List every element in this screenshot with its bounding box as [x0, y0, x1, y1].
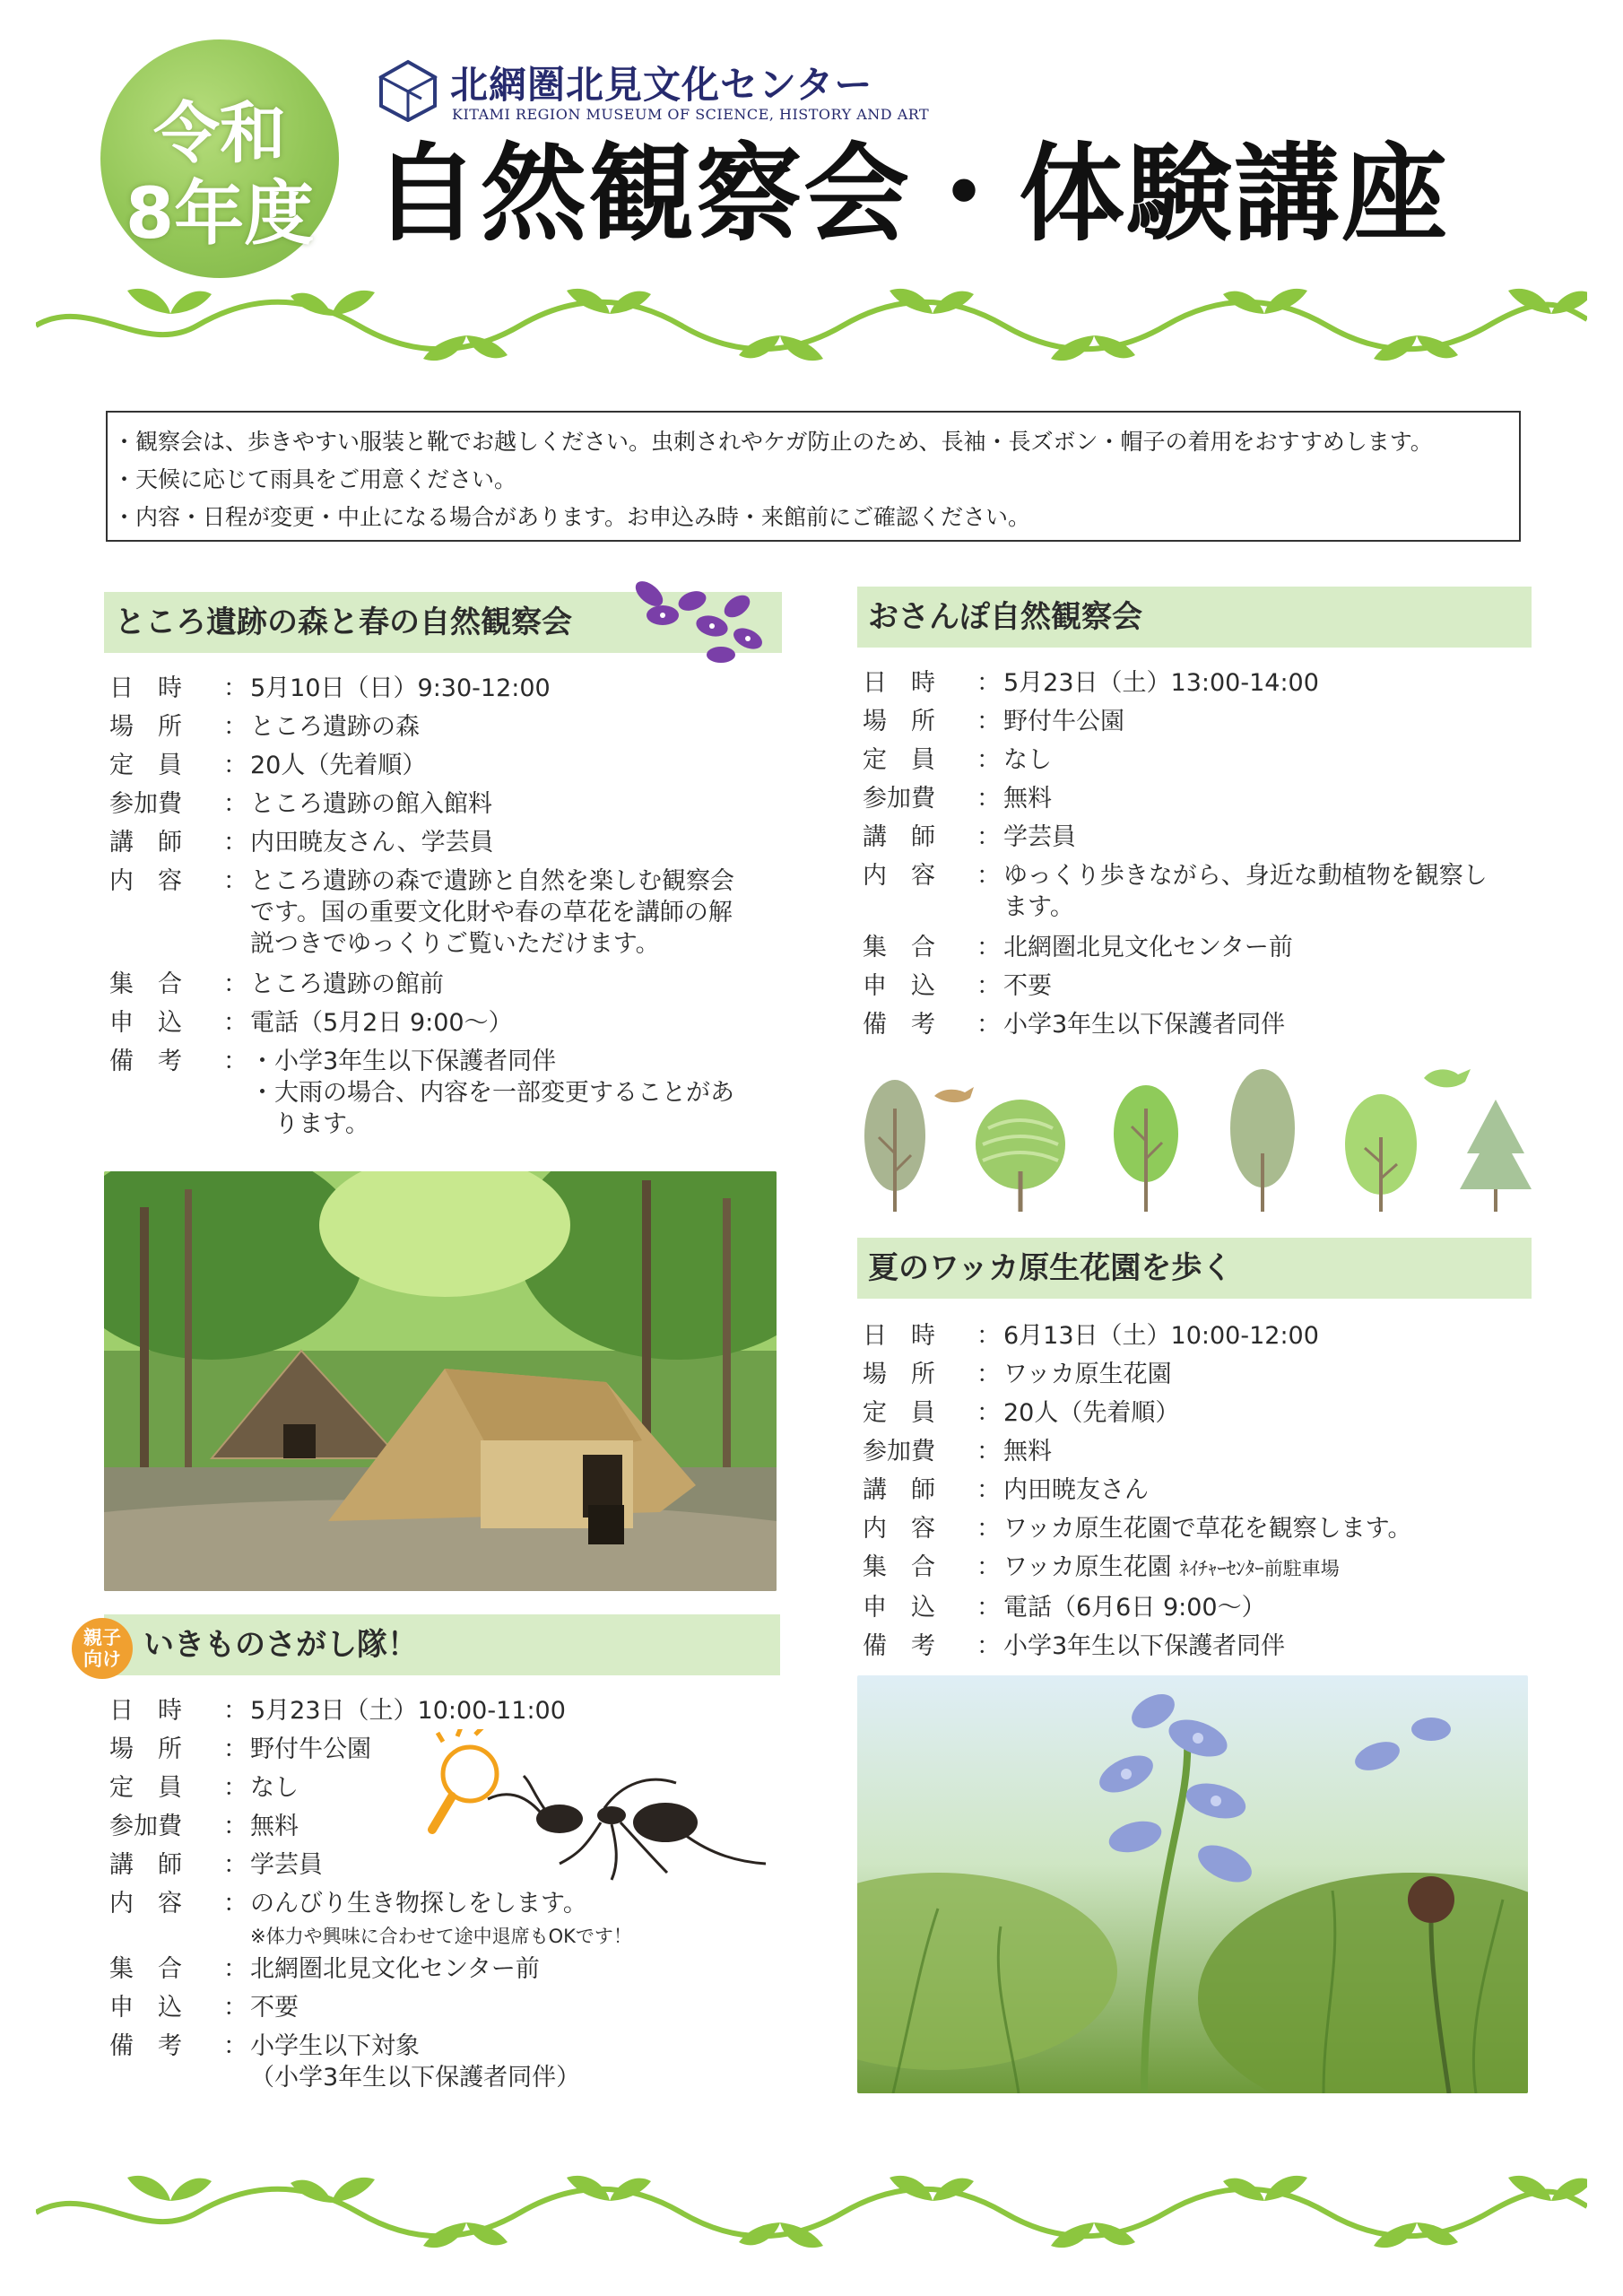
vine-decoration-top: [36, 276, 1587, 375]
info-row-fee: [109, 785, 773, 823]
label-colon: ：: [976, 934, 1001, 961]
value-apply: 不要: [1003, 972, 1052, 1000]
info-row-capacity: [863, 741, 1526, 779]
event-osanpo-title: おさんぽ自然観察会: [857, 587, 1532, 648]
info-row-remarks: [863, 1627, 1526, 1665]
label-colon: ：: [223, 1697, 247, 1725]
info-row-place: [109, 1730, 773, 1769]
event-ikimono-info: [109, 1692, 773, 2099]
label-meeting: 集 合: [109, 970, 182, 998]
label-colon: ：: [976, 746, 1001, 774]
label-colon: ：: [223, 1955, 247, 1983]
label-content: 内 容: [109, 1890, 182, 1918]
label-colon: ：: [976, 1553, 1001, 1581]
label-lecturer: 講 師: [863, 823, 935, 851]
info-row-remarks: [863, 1005, 1526, 1044]
label-date: 日 時: [863, 669, 935, 697]
label-capacity: 定 員: [109, 752, 182, 779]
label-remarks: 備 考: [863, 1632, 935, 1660]
label-colon: ：: [976, 823, 1001, 851]
label-content: 内 容: [863, 862, 935, 890]
label-colon: ：: [976, 972, 1001, 1000]
info-row-apply: [109, 1004, 773, 1042]
value-place: ところ遺跡の森: [250, 713, 420, 741]
label-meeting: 集 合: [109, 1955, 182, 1983]
label-fee: 参加費: [109, 790, 182, 818]
value-content-note: ※体力や興味に合わせて途中退席もOKです！: [250, 1926, 632, 1947]
label-content: 内 容: [109, 867, 182, 895]
info-row-place: [863, 1355, 1526, 1394]
info-row-meeting: [109, 965, 773, 1004]
label-colon: ：: [223, 2032, 247, 2060]
year-badge-line2: 8年度: [125, 174, 315, 255]
value-content-line: のんびり生き物探しをします。: [250, 1890, 587, 1918]
label-apply: 申 込: [109, 1994, 182, 2022]
value-capacity: なし: [250, 1774, 299, 1802]
value-content: [250, 862, 773, 965]
info-row-content: [109, 862, 773, 965]
tree-icon: [864, 1080, 925, 1212]
label-colon: ：: [223, 752, 247, 779]
label-lecturer: 講 師: [109, 829, 182, 857]
value-remarks: 小学3年生以下保護者同伴: [1003, 1011, 1286, 1039]
label-colon: ：: [223, 829, 247, 857]
value-fee: 無料: [1003, 785, 1052, 813]
page-title: 自然観察会・体験講座: [373, 132, 1450, 256]
info-row-meeting: [109, 1950, 773, 1988]
family-badge: [72, 1618, 133, 1679]
label-fee: 参加費: [863, 785, 935, 813]
value-capacity: 20人（先着順）: [1003, 1399, 1180, 1427]
value-lecturer: 学芸員: [250, 1851, 323, 1879]
label-colon: ：: [976, 1322, 1001, 1350]
label-colon: ：: [223, 1890, 247, 1918]
info-row-content: [109, 1884, 773, 1950]
value-lecturer: 内田暁友さん、学芸員: [250, 829, 494, 857]
value-fee: 無料: [1003, 1438, 1052, 1465]
event-ikimono-title: いきものさがし隊！: [104, 1614, 780, 1675]
value-fee: 無料: [250, 1813, 299, 1840]
label-colon: ：: [976, 862, 1001, 890]
notice-box: [106, 411, 1521, 542]
value-meeting: 北網圏北見文化センター前: [1003, 934, 1293, 961]
label-remarks: 備 考: [863, 1011, 935, 1039]
label-remarks: 備 考: [109, 1048, 182, 1075]
info-row-remarks: [109, 2027, 773, 2099]
event-osanpo-info: [863, 664, 1526, 1044]
info-row-meeting: [863, 1548, 1526, 1588]
value-content-line: ところ遺跡の森で遺跡と自然を楽しむ観察会: [250, 867, 734, 895]
label-colon: ：: [976, 1476, 1001, 1504]
value-date: 5月10日（日）9:30-12:00: [250, 674, 551, 702]
info-row-fee: [863, 1432, 1526, 1471]
museum-logo-icon: [377, 59, 439, 122]
value-content-line: 説つきでゆっくりご覧いただけます。: [250, 930, 660, 958]
label-colon: ：: [976, 1011, 1001, 1039]
label-place: 場 所: [109, 713, 182, 741]
label-place: 場 所: [863, 1361, 935, 1388]
value-lecturer: 内田暁友さん: [1003, 1476, 1149, 1504]
value-content-line: ゆっくり歩きながら、身近な動植物を観察し: [1003, 862, 1488, 890]
info-row-meeting: [863, 928, 1526, 967]
label-colon: ：: [223, 790, 247, 818]
label-colon: ：: [976, 1594, 1001, 1622]
value-remarks-line: ・大雨の場合、内容を一部変更することがあ: [250, 1079, 734, 1107]
notice-line: ・天候に応じて雨具をご用意ください。: [113, 466, 517, 492]
label-date: 日 時: [109, 674, 182, 702]
value-remarks-line: 小学生以下対象: [250, 2032, 420, 2060]
label-colon: ：: [223, 713, 247, 741]
event-wakka-info: [863, 1317, 1526, 1665]
label-date: 日 時: [109, 1697, 182, 1725]
info-row-lecturer: [863, 818, 1526, 857]
label-colon: ：: [223, 674, 247, 702]
tokoro-huts-photo: [104, 1171, 777, 1591]
value-lecturer: 学芸員: [1003, 823, 1076, 851]
label-apply: 申 込: [863, 972, 935, 1000]
value-remarks-line: ります。: [250, 1110, 369, 1138]
label-lecturer: 講 師: [109, 1851, 182, 1879]
label-colon: ：: [223, 1009, 247, 1037]
value-remarks: [250, 1042, 773, 1145]
label-colon: ：: [223, 867, 247, 895]
notice-line: ・内容・日程が変更・中止になる場合があります。お申込み時・来館前にご確認ください。: [113, 504, 1031, 530]
year-badge: [100, 39, 339, 278]
info-row-place: [863, 702, 1526, 741]
violet-flower-icon: [622, 574, 775, 673]
value-capacity: なし: [1003, 746, 1052, 774]
value-date: 5月23日（土）13:00-14:00: [1003, 669, 1319, 697]
tree-icon: [1114, 1085, 1178, 1212]
info-row-fee: [109, 1807, 773, 1846]
value-content-line: です。国の重要文化財や春の草花を講師の解: [250, 899, 733, 926]
value-content: ワッカ原生花園で草花を観察します。: [1003, 1515, 1412, 1543]
tree-icon: [976, 1100, 1065, 1212]
info-row-apply: [109, 1988, 773, 2027]
value-place: 野付牛公園: [250, 1735, 371, 1763]
label-place: 場 所: [863, 708, 935, 735]
event-tokoro-title: ところ遺跡の森と春の自然観察会: [104, 592, 782, 653]
value-place: 野付牛公園: [1003, 708, 1124, 735]
year-badge-line1: 令和: [153, 95, 286, 172]
value-fee: ところ遺跡の館入館料: [250, 790, 492, 818]
label-colon: ：: [976, 785, 1001, 813]
label-colon: ：: [976, 1399, 1001, 1427]
label-colon: ：: [976, 1632, 1001, 1660]
label-colon: ：: [223, 1735, 247, 1763]
value-apply: 電話（6月6日 9:00〜）: [1003, 1594, 1266, 1622]
value-content-line: ます。: [1003, 893, 1074, 921]
info-row-apply: [863, 967, 1526, 1005]
value-remarks-line: ・小学3年生以下保護者同伴: [250, 1048, 557, 1075]
value-apply: 電話（5月2日 9:00〜）: [250, 1009, 513, 1037]
wakka-flower-photo: [857, 1675, 1528, 2093]
label-lecturer: 講 師: [863, 1476, 935, 1504]
info-row-date: [109, 1692, 773, 1730]
family-badge-line1: 親子: [83, 1627, 121, 1648]
label-capacity: 定 員: [109, 1774, 182, 1802]
info-row-capacity: [109, 1769, 773, 1807]
event-wakka-title: 夏のワッカ原生花園を歩く: [857, 1238, 1532, 1299]
info-row-lecturer: [109, 823, 773, 862]
value-remarks: [250, 2027, 773, 2099]
label-colon: ：: [976, 708, 1001, 735]
label-apply: 申 込: [109, 1009, 182, 1037]
label-colon: ：: [223, 1851, 247, 1879]
label-remarks: 備 考: [109, 2032, 182, 2060]
label-capacity: 定 員: [863, 1399, 935, 1427]
label-capacity: 定 員: [863, 746, 935, 774]
label-colon: ：: [976, 1515, 1001, 1543]
info-row-apply: [863, 1588, 1526, 1627]
info-row-date: [863, 664, 1526, 702]
tree-icon: [1345, 1094, 1417, 1212]
label-colon: ：: [976, 1361, 1001, 1388]
label-apply: 申 込: [863, 1594, 935, 1622]
notice-line: ・観察会は、歩きやすい服装と靴でお越しください。虫刺されやケガ防止のため、長袖・長ズボン・帽子の着用をおすすめします。: [113, 429, 1433, 455]
value-apply: 不要: [250, 1994, 299, 2022]
value-meeting: [1003, 1548, 1526, 1588]
info-row-lecturer: [109, 1846, 773, 1884]
label-colon: ：: [223, 1048, 247, 1075]
label-date: 日 時: [863, 1322, 935, 1350]
vine-decoration-bottom: [36, 2163, 1587, 2262]
value-meeting-main: ワッカ原生花園: [1003, 1553, 1172, 1581]
info-row-date: [863, 1317, 1526, 1355]
value-capacity: 20人（先着順）: [250, 752, 427, 779]
tree-icon: [1230, 1069, 1295, 1212]
info-row-place: [109, 708, 773, 746]
label-colon: ：: [976, 1438, 1001, 1465]
label-colon: ：: [223, 1813, 247, 1840]
label-place: 場 所: [109, 1735, 182, 1763]
info-row-content: [863, 857, 1526, 928]
info-row-remarks: [109, 1042, 773, 1145]
org-name: 北網圏北見文化センター: [450, 63, 873, 107]
value-content: [1003, 857, 1526, 928]
info-row-lecturer: [863, 1471, 1526, 1509]
info-row-content: [863, 1509, 1526, 1548]
label-colon: ：: [976, 669, 1001, 697]
value-meeting-small: ﾈｲﾁｬｰｾﾝﾀｰ前駐車場: [1179, 1558, 1340, 1579]
family-badge-line2: 向け: [83, 1648, 121, 1670]
info-row-capacity: [863, 1394, 1526, 1432]
info-row-date: [109, 669, 773, 708]
label-colon: ：: [223, 970, 247, 998]
label-content: 内 容: [863, 1515, 935, 1543]
value-remarks-line: （小学3年生以下保護者同伴）: [250, 2064, 581, 2092]
event-tokoro-info: [109, 669, 773, 1145]
value-content: [250, 1884, 773, 1950]
org-name-en: KITAMI REGION MUSEUM OF SCIENCE, HISTORY AND ART: [452, 106, 930, 123]
label-meeting: 集 合: [863, 1553, 935, 1581]
info-row-fee: [863, 779, 1526, 818]
value-date: 6月13日（土）10:00-12:00: [1003, 1322, 1319, 1350]
label-colon: ：: [223, 1774, 247, 1802]
value-date: 5月23日（土）10:00-11:00: [250, 1697, 566, 1725]
value-remarks: 小学3年生以下保護者同伴: [1003, 1632, 1286, 1660]
tree-icon: [1460, 1100, 1532, 1212]
label-fee: 参加費: [863, 1438, 935, 1465]
label-meeting: 集 合: [863, 934, 935, 961]
label-colon: ：: [223, 1994, 247, 2022]
label-fee: 参加費: [109, 1813, 182, 1840]
info-row-capacity: [109, 746, 773, 785]
trees-illustration: [857, 1055, 1532, 1216]
value-place: ワッカ原生花園: [1003, 1361, 1172, 1388]
value-meeting: 北網圏北見文化センター前: [250, 1955, 540, 1983]
value-meeting: ところ遺跡の館前: [250, 970, 444, 998]
